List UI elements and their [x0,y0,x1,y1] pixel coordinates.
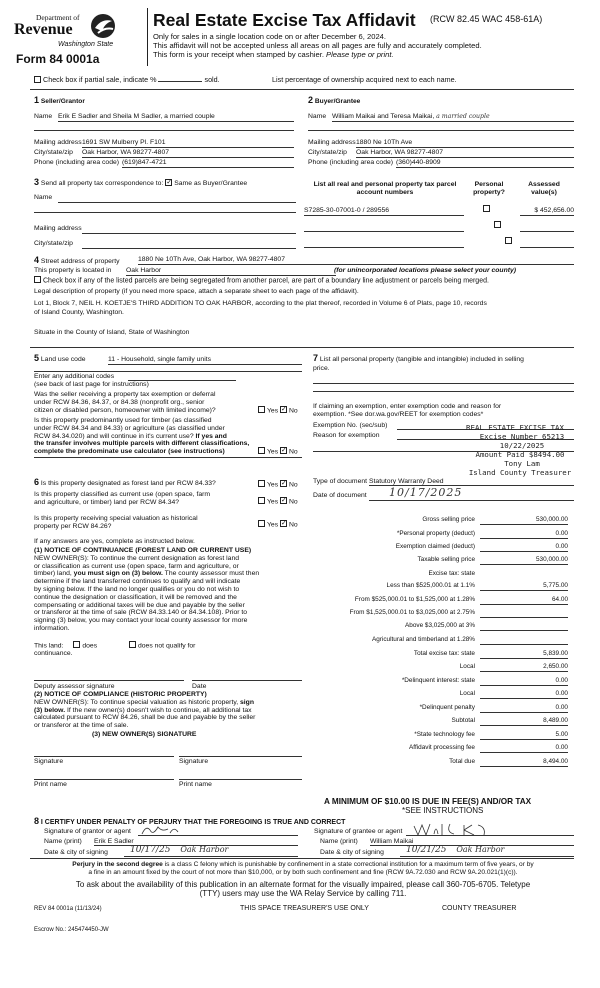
parcel-col2-header: Personal property? [473,181,505,196]
buyer-section: 2 Buyer/Grantee Name William Maikai and Teresa Maikai, a married couple Mailing address 1880 Ne 10Th Ave City/state/zip Oak Harbor, WA 98277-4807 Phone (including area code) (360)440-8909 [308,95,574,175]
calc-label: Exemption claimed (deduct) [395,543,475,550]
notice-compliance: (2) NOTICE OF COMPLIANCE (HISTORIC PROPERTY) NEW OWNER(S): To continue special valuation as historic property, sign (3) below. If the new owner(s) doesn't wish to continue, all additional tax calculated pursuant to RCW 84.26, shall be due and payable by the seller or transferor at the time of sale. [34,691,256,730]
land-use-code-field[interactable]: 11 - Household, single family units [108,356,302,365]
legal-description-line3: Situate in the County of Island, State of Washington [34,329,190,336]
calc-value-field[interactable]: 8,489.00 [480,717,568,726]
stamp-line2: Excise Number 65213 [479,432,565,441]
grantor-signature-mark [138,824,198,838]
list-pct-note: List percentage of ownership acquired next to each name. [272,75,457,84]
buyer-mail-field[interactable]: 1880 Ne 10Th Ave [356,139,574,148]
segregate-checkbox[interactable] [34,276,41,283]
calc-label: Total due [449,758,475,765]
stamp-line5: Tony Lam [504,459,540,468]
calc-value-field[interactable]: 530,000.00 [480,516,568,525]
parcel-col3-header: Assessed value(s) [528,181,560,196]
buyer-phone-field[interactable]: (360)440-8909 [396,159,574,168]
grantee-print-name-field[interactable]: William Maikai [370,838,574,846]
q2-yes-checkbox[interactable] [258,447,265,454]
availability-notice: To ask about the availability of this publication in an alternate format for the visually impaired, please call 360-705-6705. Teletype (TTY) users may use the WA Relay Service by calling 711. [75,880,531,898]
calc-row [300,556,570,566]
calc-value-field[interactable]: 0.00 [480,543,568,552]
calc-row [300,636,570,646]
calc-row [300,582,570,592]
parcel-col1-header: List all real and personal property tax parcel account numbers [313,181,457,196]
dept-line2: Revenue [14,21,73,38]
buyer-heading: Buyer/Grantee [314,98,361,105]
county-treasurer: COUNTY TREASURER [442,905,517,912]
calc-value-field[interactable] [480,570,568,579]
calc-label: Total excise tax: state [413,650,475,657]
correspondence-city-field[interactable] [82,240,296,249]
seller-mail-field[interactable]: 1691 SW Mulberry Pl. F101 [82,139,294,148]
calc-value-field[interactable] [480,622,568,631]
certification-heading: I CERTIFY UNDER PENALTY OF PERJURY THAT THE FOREGOING IS TRUE AND CORRECT [40,819,346,826]
grantee-signature-field[interactable] [406,822,574,836]
new-owner-print-name-1[interactable]: Print name [34,781,67,788]
notice-continuance: (1) NOTICE OF CONTINUANCE (FOREST LAND OR CURRENT USE) NEW OWNER(S): To continue the current designation as forest land or classification as current use (open space, farm and agriculture, or timber) land, you must sign on (3) below. The county assessor must then determine if the land transferred continues to qualify and will indicate by signing below. If the land no longer qualifies or you do not wish to continue the designation or classification, it will be removed and the compensating or additional taxes will be due and payable by the seller or transferor at the time of sale (RCW 84.33.140 or 84.34.108). Prior to signing (3) below, you may contact your local county assessor for more information. [34,547,260,632]
stamp-line3: 10/22/2025 [499,441,545,450]
calc-value-field[interactable]: 0.00 [480,530,568,539]
calc-value-field[interactable]: 5,839.00 [480,650,568,659]
calc-label: From $1,525,000.01 to $3,025,000 at 2.75% [349,609,475,616]
calc-row [300,543,570,553]
calc-row [300,758,570,768]
washington-logo-icon [88,12,118,40]
correspondence-mail-field[interactable] [82,225,296,234]
calc-label: Excise tax: state [428,570,475,577]
deputy-signature-label: Deputy assessor signature [34,683,115,690]
treasurer-use-only: THIS SPACE TREASURER'S USE ONLY [240,905,369,912]
personal-property-checkbox-1[interactable] [483,205,490,212]
dept-line3: Washington State [58,41,114,48]
calc-value-field[interactable]: 0.00 [480,677,568,686]
street-address-field[interactable]: 1880 Ne 10Th Ave, Oak Harbor, WA 98277-4807 [138,256,574,265]
header-note3: This form is your receipt when stamped by cashier. Please type or print. [153,50,394,59]
calc-label: Less than $525,000.01 at 1.1% [386,582,475,589]
grantee-signature-mark [406,822,516,838]
correspondence-name-field[interactable] [58,194,296,203]
historic-yes-checkbox[interactable] [258,520,265,527]
calc-row [300,663,570,673]
header [0,0,600,72]
additional-codes-field[interactable] [128,373,236,381]
personal-property-checkbox-2[interactable] [494,221,501,228]
seller-section: 1 Seller/Grantor Name Erik E Sadler and Sheila M Sadler, a married couple Mailing address 1691 SW Mulberry Pl. F101 City/state/zip Oak Harbor, WA 98277-4807 Phone (including area code) (619)847-4721 [34,95,294,175]
does-not-qualify-checkbox[interactable] [129,641,136,648]
calc-value-field[interactable]: 2,650.00 [480,663,568,672]
q1-yes-checkbox[interactable] [258,406,265,413]
dept-line1: Department of [36,13,80,22]
historic-no-checkbox[interactable]: ✓ [280,520,287,527]
calc-row [300,744,570,754]
timber-question: Is this property predominantly used for timber (as classified under RCW 84.34 and 84.33) or agriculture (as classified under RCW 84.34.020) and will continue in it's current use? If yes and the transfer involves multiple parcels with different classifications, complete the predominate use calculator (see instructions) [34,417,250,456]
forest-land-section: 6 Is this property designated as forest land per RCW 84.33? Yes ✓ No Is this property classified as current use (open space, farm and agriculture, or timber) land per RCW 84.34? Yes ✓ No Is this property receiving special valuation as historical property per RCW 84.26? Yes ✓ No If any answers are yes, complete as instructed below. (1) NOTICE OF CONTINUANCE (FOREST LAND OR CURRENT USE) NEW OWNER(S): To continue the current designation as forest land or classification as current use (open space, farm and agriculture, or timber) land, you must sign on (3) below. The county assessor must then determine if the land transferred continues to qualify and will indicate by signing below. If the land no longer qualifies or you do not wish to continue the designation or classification, it will be removed and the compensating or additional taxes will be due and payable by the seller or transferor at the time of sale (RCW 84.33.140 or 84.34.108). Prior to signing (3) below, you may contact your local county assessor for more information. This land: does does not qualify for continuance. Deputy assessor signature Date (2) NOTICE OF COMPLIANCE (HISTORIC PROPERTY) NEW OWNER(S): To continue special valuation as historic property, sign (3) below. If the new owner(s) doesn't wish to continue, all additional tax calculated pursuant to RCW 84.26, shall be due and payable by the seller or transferor at the time of sale. (3) NEW OWNER(S) SIGNATURE Signature Signature Print name Print name [34,479,302,939]
calc-label: From $525,000.01 to $1,525,000 at 1.28% [354,596,475,603]
location-note: (for unincorporated locations please select your county) [334,267,517,274]
same-as-buyer-checkbox[interactable]: ✓ [166,178,173,186]
partial-sale-row: Check box if partial sale, indicate % sold. List percentage of ownership acquired next to each name. [34,75,574,84]
new-owner-signature-1[interactable]: Signature [34,758,64,765]
land-use-section: 5 Land use code 11 - Household, single family units Enter any additional codes (see back of last page for instructions) Was the seller receiving a property tax exemption or deferral under RCW 84.36, 84.37, or 84.38 (nonprofit org., senior citizen or disabled person, homeowner with limited income)? Yes ✓ No Is this property predominantly used for timber (as classified under RCW 84.34 and 84.33) or agriculture (as classified under RCW 84.34.020) and will continue in it's current use? If yes and the transfer involves multiple parcels with different classifications, complete the predominate use calculator (see instructions) Yes ✓ No [34,355,302,485]
dor-logo [14,10,144,66]
forest-yes-checkbox[interactable] [258,480,265,487]
exemption-question: Was the seller receiving a property tax exemption or deferral under RCW 84.36, 84.37, or 84.38 (nonprofit org., senior citizen or disabled person, homeowner with limited income)? [34,391,216,414]
forest-no-checkbox[interactable]: ✓ [280,480,287,487]
calc-value-field[interactable]: 0.00 [480,744,568,753]
treasurer-stamp [466,423,574,477]
parcel-table [304,181,574,251]
current-use-yes-checkbox[interactable] [258,497,265,504]
calc-label: Subtotal [451,717,475,724]
seller-heading: Seller/Grantor [40,98,85,105]
document-date-field[interactable] [369,486,574,501]
parcel-number-field[interactable]: S7285-30-07001-0 / 289556 [304,207,464,216]
calc-label: *Delinquent penalty [419,704,475,711]
property-section: 4 Street address of property 1880 Ne 10Th Ave, Oak Harbor, WA 98277-4807 This property is located in Oak Harbor (for unincorporated locations please select your county) Check box if any of the listed parcels are being segregated from another parcel, are part of a boundary line adjustment or parcels being merged. Legal description of property (if you need more space, attach a separate sheet to each page of the affidavit). Lot 1, Block 7, NEIL H. KOETJE'S THIRD ADDITION TO OAK HARBOR, according to the plat thereof, recorded in Volume 6 of Plats, page 10, records of Island County, Washington. Situate in the County of Island, State of Washington [34,255,574,345]
q1-no-checkbox[interactable]: ✓ [280,406,287,413]
calc-label: Local [459,690,475,697]
personal-property-section: 7 List all personal property (tangible and intangible) included in selling price. If claiming an exemption, enter exemption code and reason for exemption. *See dor.wa.gov/REET for exemption codes* Exemption No. (sec/sub) Reason for exemption Type of document Statutory Warranty Deed Date of document 10/17/2025 [313,355,574,505]
calc-value-field[interactable]: 5,775.00 [480,582,568,591]
calc-label: *Personal property (deduct) [396,530,475,537]
calc-value-field[interactable]: 64.00 [480,596,568,605]
calc-value-field[interactable]: 0.00 [480,704,568,713]
calc-row [300,596,570,606]
calc-value-field[interactable] [480,609,568,618]
document-type-field[interactable]: Statutory Warranty Deed [369,478,574,486]
form-number: Form 84 0001a [16,52,100,66]
calc-row [300,677,570,687]
calc-label: Gross selling price [422,516,475,523]
grantor-signature-field[interactable] [138,824,298,836]
calc-label: *Delinquent interest: state [401,677,475,684]
stamp-line1: REAL ESTATE EXCISE TAX [466,423,564,432]
new-owner-signature-2[interactable]: Signature [179,758,209,765]
see-instructions: *SEE INSTRUCTIONS [402,806,484,815]
calc-row [300,516,570,526]
parcel-number-field-2[interactable] [304,223,464,232]
current-use-no-checkbox[interactable]: ✓ [280,497,287,504]
calc-value-field[interactable]: 0.00 [480,690,568,699]
tax-correspondence-section: 3 Send all property tax correspondence to: ✓ Same as Buyer/Grantee Name Mailing address City/state/zip [34,177,296,255]
minimum-notice: A MINIMUM OF $10.00 IS DUE IN FEE(S) AND/OR TAX [324,797,532,806]
calc-row [300,650,570,660]
seller-city-field[interactable]: Oak Harbor, WA 98277-4807 [82,149,294,158]
partial-sale-checkbox[interactable] [34,76,41,83]
header-note2: This affidavit will not be accepted unless all areas on all pages are fully and accurately completed. [153,41,482,50]
calc-label: Taxable selling price [417,556,475,563]
calc-row [300,530,570,540]
calc-row [300,717,570,727]
calc-value-field[interactable] [480,636,568,645]
grantor-print-name-field[interactable]: Erik E Sadler [94,838,298,846]
does-qualify-checkbox[interactable] [73,641,80,648]
calc-label: Local [459,663,475,670]
location-field[interactable]: Oak Harbor [126,267,336,276]
assessed-value-field-3[interactable] [520,239,574,248]
buyer-city-field[interactable]: Oak Harbor, WA 98277-4807 [356,149,574,158]
revision: REV 84 0001a (11/13/24) [34,906,102,912]
stamp-line6: Island County Treasurer [468,468,572,477]
buyer-name-handwritten: a married couple [436,113,490,120]
new-owner-print-name-2[interactable]: Print name [179,781,212,788]
calc-label: *State technology fee [414,731,475,738]
q2-no-checkbox[interactable]: ✓ [280,447,287,454]
legal-description-line1: Lot 1, Block 7, NEIL H. KOETJE'S THIRD ADDITION TO OAK HARBOR, according to the plat thereof, recorded in Volume 6 of Plats, page 10, records [34,300,487,307]
escrow-number: Escrow No.: 245474450-JW [34,927,109,933]
calc-value-field[interactable]: 5.00 [480,731,568,740]
document-date-handwritten: 10/17/2025 [389,486,463,499]
calc-row [300,704,570,714]
calc-value-field[interactable]: 530,000.00 [480,556,568,565]
calc-row [300,622,570,632]
new-owner-signature-heading: (3) NEW OWNER(S) SIGNATURE [92,731,197,738]
perjury-notice: Perjury in the second degree is a class C felony which is punishable by confinement in a state correctional institution for a maximum term of five years, or by a fine in an amount fixed by the court of not more than $10,000, or by both such confinement and fine (RCW 9A.72.030 and RCW 9A.20.021(1)(c)). [72,861,534,876]
seller-name-field[interactable]: Erik E Sadler and Sheila M Sadler, a married couple [58,113,294,122]
assessed-value-field-2[interactable] [520,223,574,232]
legal-description-label: Legal description of property (if you need more space, attach a separate sheet to each page of the affidavit). [34,288,359,295]
buyer-name-field[interactable]: William Maikai and Teresa Maikai, a married couple [332,113,574,122]
calc-label: Affidavit processing fee [409,744,475,751]
seller-phone-field[interactable]: (619)847-4721 [122,159,294,168]
calc-row [300,609,570,619]
calc-row [300,690,570,700]
header-note1: Only for sales in a single location code on or after December 6, 2024. [153,32,387,41]
certification-section: 8 I CERTIFY UNDER PENALTY OF PERJURY THAT THE FOREGOING IS TRUE AND CORRECT Signature of grantor or agent Signature of grantee or agent Name (print) Erik E Sadler Name (print) William Maikai Date & city of signing 10/17/25 Oak Harbor Date & city of signing 10/21/25 Oak Harbor [34,816,574,856]
page-title: Real Estate Excise Tax Affidavit [153,10,416,30]
calc-label: Agricultural and timberland at 1.28% [371,636,475,643]
calc-row [300,570,570,580]
legal-description-line2: of Island County, Washington. [34,309,124,316]
grantor-date-city-field[interactable]: 10/17/25 Oak Harbor [124,845,298,857]
calc-value-field[interactable]: 8,494.00 [480,758,568,767]
assessed-value-field[interactable]: $ 452,656.00 [520,207,574,216]
parcel-number-field-3[interactable] [304,239,464,248]
stamp-line4: Amount Paid $8494.00 [475,450,565,459]
personal-property-checkbox-3[interactable] [505,237,512,244]
rcw-reference: (RCW 82.45 WAC 458-61A) [430,14,543,24]
calc-row [300,731,570,741]
grantee-date-city-field[interactable]: 10/21/25 Oak Harbor [400,845,574,857]
calc-label: Above $3,025,000 at 3% [405,622,475,629]
